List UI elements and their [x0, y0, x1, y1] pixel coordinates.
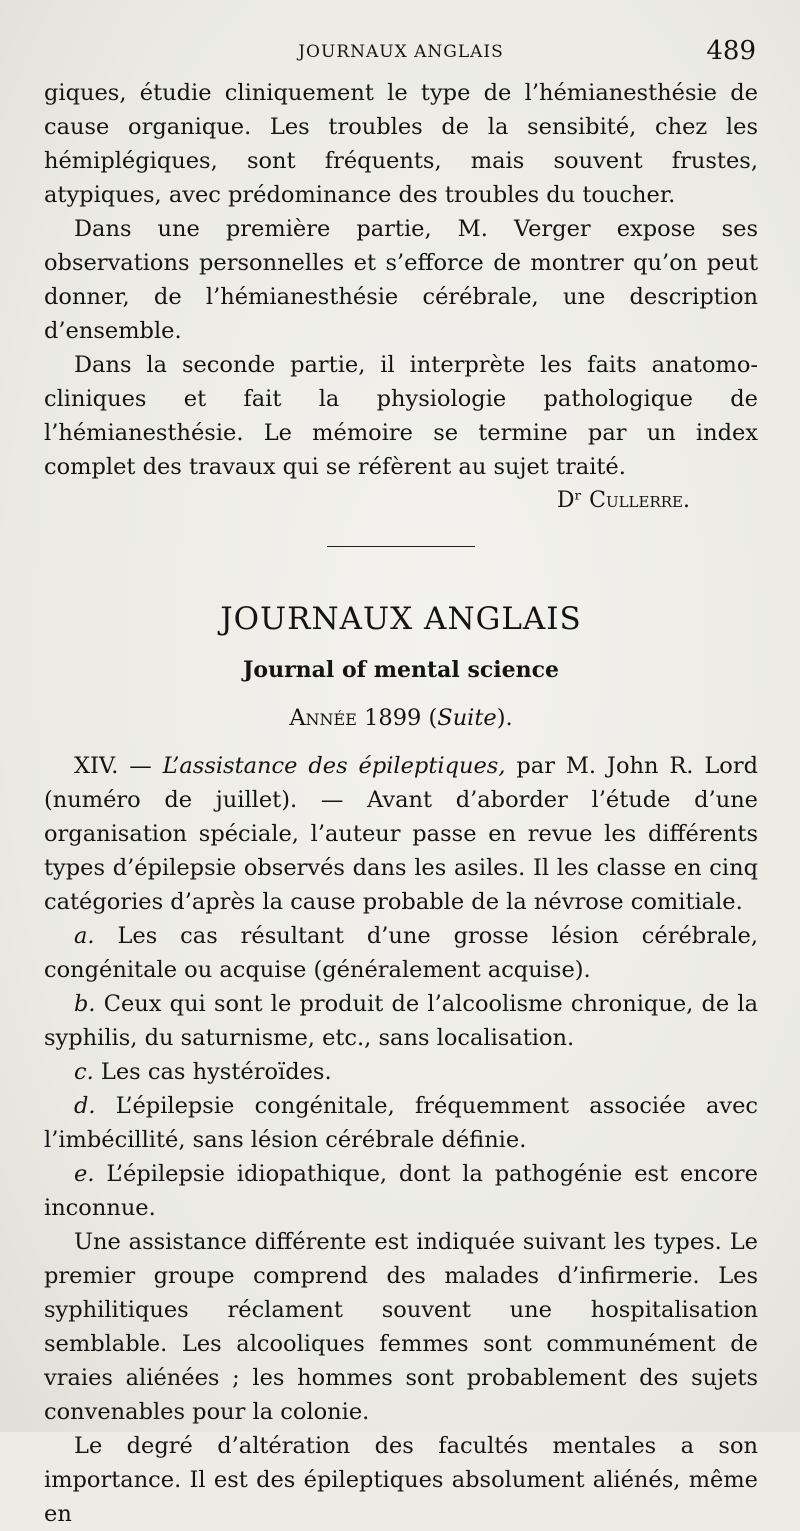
article-intro-text: par M. John R. Lord (numéro de juillet). — Avant d’aborder l’étude d’une organisation spéciale, l’auteur passe en revue les différents types d’épilepsie observés dans les asiles. Il les classe en cinq catégories d’après la cause probable de la névrose comitiale.	[44, 753, 758, 915]
page-number: 489	[706, 36, 756, 66]
list-item-letter: b.	[74, 991, 96, 1017]
article-intro	[44, 749, 758, 919]
review-signature	[44, 484, 758, 518]
list-item-text: L’épilepsie idiopathique, dont la pathogénie est encore inconnue.	[44, 1161, 759, 1221]
signature-prefix: Dʳ	[556, 488, 583, 513]
section-title: JOURNAUX ANGLAIS	[220, 601, 582, 637]
paragraph-assistance: Une assistance différente est indiquée suivant les types. Le premier groupe comprend des malades d’infirmerie. Les syphilitiques réclament souvent une hospitalisation semblable. Les alcooliques femmes sont communément de vraies aliénées ; les hommes sont probablement des sujets convenables pour la colonie.	[44, 1229, 758, 1425]
running-head-title: JOURNAUX ANGLAIS	[298, 42, 504, 62]
paragraph-continued: giques, étudie cliniquement le type de l’hémianesthésie de cause organique. Les troubles de la sensibité, chez les hémiplégiques, sont fréquents, mais souvent frustes, atypiques, avec prédominance des troubles du toucher.	[44, 80, 758, 208]
list-item-letter: a.	[74, 923, 95, 949]
year-suite: Suite	[437, 705, 497, 731]
year-open: (	[428, 705, 438, 731]
list-item	[44, 1157, 758, 1225]
paragraph-degre: Le degré d’altération des facultés mentales a son importance. Il est des épileptiques absolument aliénés, même en	[44, 1433, 758, 1527]
list-item-text: Les cas résultant d’une grosse lésion cérébrale, congénitale ou acquise (généralement acquise).	[44, 923, 758, 983]
year-close: ).	[496, 705, 513, 731]
list-item	[44, 987, 758, 1055]
list-item	[44, 919, 758, 987]
year-value: 1899	[364, 705, 422, 731]
signature-name: Cullerre.	[589, 488, 690, 513]
running-head	[44, 36, 758, 76]
paragraph-second-part: Dans la seconde partie, il interprète les faits anatomo-cliniques et fait la physiologie pathologique de l’hémianesthésie. Le mémoire se termine par un index complet des travaux qui se réfèrent au sujet traité.	[44, 352, 758, 480]
list-item-text: Les cas hystéroïdes.	[100, 1059, 332, 1085]
list-item-text: Ceux qui sont le produit de l’alcoolisme chronique, de la syphilis, du saturnisme, etc., sans localisation.	[44, 991, 758, 1051]
article-number: XIV. —	[74, 753, 152, 779]
list-item-letter: c.	[74, 1059, 94, 1085]
list-item	[44, 1055, 758, 1089]
journal-title: Journal of mental science	[243, 657, 559, 683]
section-divider	[327, 546, 475, 547]
paragraph-first-part: Dans une première partie, M. Verger expose ses observations personnelles et s’efforce de montrer qu’on peut donner, de l’hémianesthésie cérébrale, une description d’ensemble.	[44, 216, 758, 344]
year-line	[44, 701, 758, 735]
list-item	[44, 1089, 758, 1157]
list-item-letter: e.	[74, 1161, 95, 1187]
list-item-letter: d.	[74, 1093, 96, 1119]
list-item-text: L’épilepsie congénitale, fréquemment associée avec l’imbécillité, sans lésion cérébrale définie.	[44, 1093, 759, 1153]
article-title: L’assistance des épileptiques,	[162, 753, 506, 779]
year-prefix: Année	[289, 705, 357, 731]
